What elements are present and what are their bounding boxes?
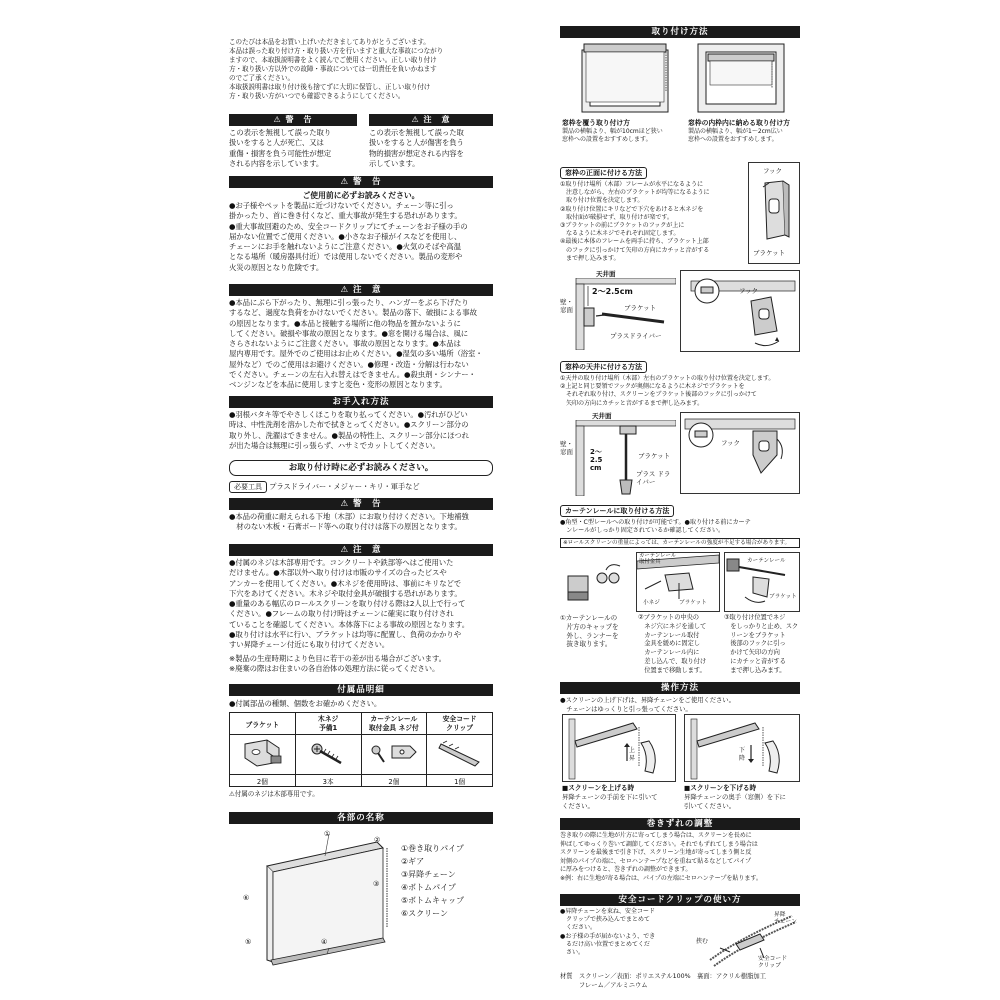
clip-line: るだけ高い位置でまとめてくだ — [560, 940, 650, 948]
lower-caption-line: 昇降チェーンの奥手（窓側）を下に — [684, 793, 786, 801]
warning-definition-line: この表示を無視して誤った取り — [229, 128, 332, 137]
front-mount-step: 取り付け位置を決定します。 — [560, 197, 644, 205]
adjust-line: スクリーンを最後まで引き下げ、スクリーン生地が寄ってしまう側と反 — [560, 849, 752, 857]
count-clip: 1個 — [427, 775, 493, 787]
part-names-list — [401, 842, 464, 920]
materials-section — [560, 972, 800, 990]
warning-section-2 — [229, 498, 493, 533]
front-mount-hook-svg — [681, 271, 799, 351]
parts-note: ⚠付属のネジは木部専用です。 — [229, 790, 319, 799]
part-name: ⑥スクリーン — [401, 909, 449, 918]
operation-section — [560, 682, 800, 810]
ceiling-mount-title: 窓枠の天井に付ける方法 — [560, 361, 647, 373]
warning-definition-line: 扱いをすると人が死亡、又は — [229, 138, 324, 148]
clip-title: 安全コードクリップの使い方 — [560, 894, 800, 906]
caution-2-line: ●重量のある幅広のロールスクリーンを取り付ける際は2人以上で行って — [229, 599, 466, 609]
install-method-section — [560, 26, 800, 143]
part-name: ①巻き取りパイプ — [401, 844, 464, 853]
front-mount-step: 取付面が破損せず、取り付けが楽です。 — [560, 213, 673, 221]
ceiling-mount-wall-label: 壁・窓面 — [560, 440, 573, 456]
rail-step1-line: 外し、ランナーを — [560, 631, 619, 640]
caution-1-line: 屋外など）でのご使用はお避けください。●修理・改造・分解は行わない — [229, 359, 469, 369]
rail-step2-text — [638, 614, 722, 676]
rail-step2-line: ②ブラケットの中央の — [638, 614, 700, 621]
adjust-title: 巻きずれの調整 — [560, 818, 800, 830]
lower-diagram — [684, 714, 800, 782]
names-section — [229, 812, 493, 946]
rail-step2-line: 差し込んで、取り付け — [638, 657, 707, 665]
inside-frame-diagram — [696, 42, 786, 116]
ceiling-mount-step: ②上記と同じ要領でフックが奥側になるように木ネジでブラケットを — [560, 383, 745, 391]
caution-2-note: ※製品の生産時期により色目に若干の差が出る場合がございます。 — [229, 653, 446, 663]
caution-2-note: ※廃棄の際はお住まいの各自治体の処理方法に従ってください。 — [229, 663, 440, 673]
inside-frame-caption — [688, 119, 806, 144]
cover-frame-desc: 製品の横幅より、幅が10cmほど狭い — [562, 128, 663, 135]
parts-header-clip: 安全コード クリップ — [427, 713, 493, 735]
parts-image-row — [230, 735, 493, 775]
hook-label: フック — [763, 167, 783, 175]
raise-diagram — [562, 714, 676, 782]
rail-step2-line: カーテンレール内に — [638, 649, 700, 657]
caution-1-line: さらされないようにご注意ください。事故の原因となります。●本品は — [229, 339, 461, 349]
ceiling-mount-step: それぞれ取り付け、スクリーンをブラケット後部のフックに引っかけて — [560, 391, 757, 399]
adjust-section — [560, 818, 800, 884]
part-name: ③昇降チェーン — [401, 870, 456, 879]
adjust-line: 伸ばしてゆっくり巻いて調節してください。それでもずれてしまう場合は — [560, 840, 758, 848]
warning-definition-line: 重傷・損害を負う可能性が想定 — [229, 148, 332, 158]
materials-line-1: 材質 スクリーン／表面：ポリエステル100% 裏面：アクリル樹脂加工 — [560, 973, 767, 980]
clip-image — [427, 735, 493, 775]
rail-mount-title: カーテンレールに取り付ける方法 — [560, 505, 674, 517]
lower-caption — [684, 784, 800, 810]
intro-line: このたびは本品をお買い上げいただきましてありがとうございます。 — [229, 38, 430, 46]
wall-label: 壁・窓面 — [560, 298, 573, 314]
caution-2-line: アンカーを使用してください。●木ネジを使用時は、事前にキリなどで — [229, 578, 462, 588]
raise-caption-line: 昇降チェーンの手前を下に引いて — [562, 793, 658, 801]
clip-line: クリップで挟み込んでまとめて — [560, 916, 650, 924]
caution-2-line: だけません。●木部以外へ取り付けは市販のサイズの合ったビスや — [229, 568, 447, 578]
caution-1-line: ●本品にぶら下がったり、無理に引っ張ったり、ハンガーをぶら下げたり — [229, 298, 469, 307]
rail-mount-line: ンレールがしっかり固定されているか確認してください。 — [560, 527, 725, 535]
parts-header-wood-screw: 木ネジ 予備1 — [295, 713, 361, 735]
parts-header-bracket: ブラケット — [230, 713, 296, 735]
front-mount-step: 注意しながら、左右のブラケットが均等になるように — [560, 189, 710, 197]
ceiling-mount-dim: 2～2.5 cm — [590, 448, 603, 472]
raise-caption-title: ■スクリーンを上げる時 — [562, 784, 635, 792]
rail-step1-line: 片方のキャップを — [560, 622, 619, 631]
ceiling-mount-hook-diagram — [680, 412, 800, 494]
hook-label-2: フック — [739, 287, 759, 295]
small-screw-label: 小ネジ — [643, 600, 660, 606]
safety-clip-icon — [435, 738, 485, 770]
ceiling-mount-step: ①天井の取り付け場所（木部）左右のブラケットの取り付け位置を決定します。 — [560, 375, 775, 382]
rail-step2-diagram — [636, 552, 720, 612]
intro-line: ますので、本取扱説明書をよく読んでご使用ください。正しい取り付け — [229, 56, 437, 64]
clip-section — [560, 894, 800, 969]
names-title: 各部の名称 — [229, 812, 493, 824]
count-bracket: 2個 — [230, 775, 296, 787]
warning-2-line: ●本品の荷重に耐えられる下地（木部）にお取り付けください。下地補強 — [229, 512, 469, 521]
warning-definition — [229, 114, 357, 169]
roll-screen-diagram — [237, 828, 397, 968]
rail-bracket-label: ブラケット — [679, 600, 707, 606]
warning-1-line: 届かない位置でご使用ください。●小さなお子様がイスなどを使用し、 — [229, 231, 462, 241]
raise-label: 上昇 — [629, 747, 636, 762]
marker-1: ① — [324, 830, 331, 838]
front-mount-step: のフックに引っかけて矢印の方向にカチッと音がする — [560, 246, 710, 254]
wood-screw-image — [295, 735, 361, 775]
rail-step1-line: ①カーテンレールの — [560, 614, 618, 622]
ceiling-mount-hook-svg — [681, 413, 799, 493]
rail-step3-diagram — [724, 552, 800, 612]
count-wood-screw: 3本 — [295, 775, 361, 787]
tools-list: プラスドライバー・メジャー・キリ・軍手など — [269, 482, 420, 491]
adjust-line: 巻き取りの際に生地が片方に寄ってしまう場合は、スクリーンを長めに — [560, 832, 752, 839]
caution-2-line: ●付属のネジは木部専用です。コンクリートや鉄部等へはご使用いた — [229, 558, 454, 567]
clip-line: ください。 — [560, 924, 596, 932]
screw-bracket-label: ブラケット — [624, 304, 657, 312]
warning-1-line: となる場所（暖房器具付近）では使用しないでください。製品の変形や — [229, 252, 463, 262]
install-notice-title: お取り付け時に必ずお読みください。 — [229, 460, 493, 476]
caution-section-2 — [229, 544, 493, 674]
raise-caption — [562, 784, 678, 810]
materials-line-2: フレーム／アルミニウム — [560, 982, 648, 989]
caution-2-line: ください。●フレームの取り付け時はチェーンに確実に取り付けされ — [229, 609, 454, 619]
warning-definition-line: される内容を示しています。 — [229, 158, 324, 168]
marker-2: ② — [374, 836, 381, 844]
part-name: ④ボトムパイプ — [401, 883, 456, 892]
parts-section — [229, 684, 493, 799]
rail-step2-line: 金具を緩めに固定し — [638, 640, 700, 648]
rail-step3-line: にカチッと音がする — [724, 657, 786, 665]
warning-1-line: ●重大事故回避のため、安全コードクリップにてチェーンをお子様の手の — [229, 221, 468, 231]
rail-step2-line: カーテンレール取付 — [638, 631, 700, 639]
caution-1-line: の原因となります。●本品と接触する場所に他の物品を置かないように — [229, 318, 461, 328]
cover-frame-caption — [562, 119, 680, 144]
caution-1-line: 屋内専用です。屋外でのご使用はお止めください。●湿気の多い場所（浴室・ — [229, 349, 483, 359]
warning-1-line: チェーンにお手を触れないようにご注意ください。●火気のそばや高温 — [229, 242, 461, 252]
clip-chain-label: 昇降 チェーン — [774, 912, 797, 925]
clip-line: ●昇降チェーンを束ね、安全コード — [560, 908, 655, 915]
part-name: ②ギア — [401, 857, 425, 866]
warning-1-subtitle: ご使用前に必ずお読みください。 — [302, 191, 420, 200]
clip-line: さい。 — [560, 949, 584, 957]
parts-table — [229, 712, 493, 787]
cover-frame-desc: 窓枠への設置をおすすめします。 — [562, 136, 652, 143]
caution-definition-title: ⚠ 注 意 — [369, 114, 493, 126]
inside-frame-title: 窓枠の内枠内に納める取り付け方 — [688, 119, 790, 127]
front-mount-step: まで押し込みます。 — [560, 254, 620, 262]
warning-1-line: 火災の原因となり危険です。 — [229, 262, 324, 272]
front-mount-step: ①取り付け場所（木部）フレームが水平になるように — [560, 181, 703, 188]
parts-count-row — [230, 775, 493, 787]
rail-label: カーテンレール — [747, 558, 786, 564]
operation-line: ●スクリーンの上げ下げは、昇降チェーンをご使用ください。 — [560, 696, 735, 704]
install-method-title: 取り付け方法 — [560, 26, 800, 38]
tools-label: 必要工具 — [229, 481, 267, 493]
ceiling-label: 天井面 — [596, 270, 616, 278]
rail-step3-text — [724, 614, 800, 676]
warning-1-line: 掛かったり、首に巻き付くなど、重大事故が発生する恐れがあります。 — [229, 211, 462, 221]
clip-line: ●お子様の手が届かないよう、でき — [560, 932, 656, 940]
rail-fitting-image — [361, 735, 427, 775]
care-line: 取り外し、洗濯はできません。●製品の特性上、スクリーン部分にほつれ — [229, 430, 469, 440]
warning-2-title: ⚠ 警 告 — [229, 498, 493, 510]
caution-1-line: してください。破損や事故の原因となります。●窓を開ける場合は、風に — [229, 328, 469, 338]
lower-label: 下降 — [739, 747, 746, 762]
care-title: お手入れ方法 — [229, 396, 493, 408]
ceiling-mount-step: 矢印の方向にカチッと音がするまで押し込みます。 — [560, 399, 704, 407]
front-mount-step: ④最後に本体のフレームを両手に持ち、ブラケット上部 — [560, 238, 709, 246]
care-line: ●羽根バタキ等でやさしくほこりを取り払ってください。●汚れがひどい — [229, 410, 468, 419]
bracket-label: ブラケット — [753, 249, 786, 257]
care-section — [229, 396, 493, 451]
adjust-line: に厚みをつけると、巻きずれの調整ができます。 — [560, 866, 692, 874]
rail-fitting-label: カーテンレール 取付金具 — [639, 553, 677, 565]
install-notice — [229, 460, 493, 493]
caution-2-line: ていることを確認してください。本体落下による事故の原因となります。 — [229, 619, 470, 629]
caution-1-line: ベンジンなどを本品に使用しますと変色・変形の原因となります。 — [229, 380, 447, 390]
caution-definition-line: この表示を無視して誤った取 — [369, 128, 464, 137]
rail-step3-line: リーンをブラケット — [724, 631, 786, 639]
caution-1-title: ⚠ 注 意 — [229, 284, 493, 296]
bracket-image — [230, 735, 296, 775]
caution-2-line: すい昇降チェーン付近にも取り付けてください。 — [229, 640, 390, 650]
warning-1-line: ●お子様やペットを製品に近づけないでください。チェーン等に引っ — [229, 201, 454, 210]
count-rail-fitting: 2個 — [361, 775, 427, 787]
rail-step1-line: 抜き取ります。 — [560, 640, 612, 649]
parts-header-row — [230, 713, 493, 735]
caution-definition-line: 扱いをすると人が傷害を負う — [369, 138, 464, 148]
front-mount-step: ③ブラケットの前にブラケットのフックが上に — [560, 222, 685, 230]
bracket-detail-box — [748, 162, 800, 264]
adjust-line: ※例：右に生地が寄る場合は、パイプの左端にセロハンテープを貼ります。 — [560, 874, 762, 882]
raise-caption-line: ください。 — [562, 801, 594, 810]
rail-step3-line: ③取り付け位置でネジ — [724, 614, 786, 621]
rail-mount-note: ※ロールスクリーンの重量によっては、カーテンレールの強度が不足する場合があります。 — [560, 538, 800, 548]
marker-5: ⑤ — [245, 938, 252, 946]
wood-screw-icon — [308, 739, 348, 769]
ceiling-mount-section — [560, 354, 800, 486]
intro-line: 方・取り扱い方以外での故障・事故については一切責任を負いかねます — [229, 65, 437, 73]
caution-definition — [369, 114, 493, 169]
rail-mount-section — [560, 498, 800, 674]
rail-mount-line: ●角型・C型レールへの取り付けが可能です。●取り付ける前にカーテ — [560, 519, 751, 526]
caution-definition-line: 示しています。 — [369, 158, 420, 168]
rail-step3-line: 後部のフックに引っ — [724, 640, 786, 648]
marker-3: ③ — [373, 880, 380, 888]
raise-svg — [563, 715, 675, 781]
rail-step1-text — [560, 614, 636, 649]
inside-frame-desc: 製品の横幅より、幅が1～2cm広い — [688, 128, 783, 135]
operation-line: チェーンはゆっくりと引っ張ってください。 — [560, 704, 692, 713]
parts-intro: ●付属部品の種類、個数をお確かめください。 — [229, 699, 382, 708]
clip-pinch-label: 挟む — [696, 938, 709, 945]
ceiling-mount-side-diagram — [560, 410, 676, 496]
ceiling-mount-ceiling-label: 天井面 — [592, 412, 612, 420]
ceiling-mount-bracket-label: ブラケット — [638, 452, 671, 460]
lower-caption-line: 引いてください。 — [684, 801, 736, 810]
dimension-label: 2～2.5cm — [592, 287, 633, 296]
rail-step3-line: まで押し込みます。 — [724, 666, 786, 674]
intro-line: 方・取り扱い方がいつでも確認できるようにしてください。 — [229, 92, 405, 100]
marker-6: ⑥ — [243, 894, 250, 902]
front-mount-step: なるように木ネジでそれぞれ固定します。 — [560, 230, 680, 238]
front-mount-title: 窓枠の正面に付ける方法 — [560, 167, 647, 179]
front-mount-step: ②取り付け位置にキリなどで下穴をあけると木ネジを — [560, 205, 704, 213]
caution-2-line: ●取り付けは水平に行い、ブラケットは均等に配置し、負荷のかかりや — [229, 630, 461, 640]
rail-bracket-label-2: ブラケット — [769, 594, 797, 600]
parts-header-rail-fitting: カーテンレール 取付金具 ネジ付 — [361, 713, 427, 735]
ceiling-mount-hook-label: フック — [721, 439, 741, 447]
rail-step1-diagram — [564, 556, 630, 610]
rail-fitting-icon — [366, 738, 422, 770]
part-name: ⑤ボトムキャップ — [401, 896, 465, 905]
caution-section-1 — [229, 284, 493, 391]
warning-definition-title: ⚠ 警 告 — [229, 114, 357, 126]
warning-section-1 — [229, 176, 493, 273]
intro-text — [229, 38, 493, 101]
lower-caption-title: ■スクリーンを下げる時 — [684, 784, 757, 792]
cover-frame-title: 窓枠を覆う取り付け方 — [562, 119, 630, 127]
warning-2-line: 材のない木板・石膏ボード等への取り付けは落下の原因となります。 — [229, 522, 462, 532]
rail-step3-line: をしっかりと止め、スク — [724, 622, 799, 630]
front-mount-hook-diagram — [680, 270, 800, 352]
warning-1-title: ⚠ 警 告 — [229, 176, 493, 188]
care-line: が出た場合は無理に引っ張らず、ハサミでカットしてください。 — [229, 440, 440, 450]
caution-1-line: するなど、過度な負荷をかけないでください。製品の落下、破損による事故 — [229, 308, 477, 318]
parts-title: 付属品明細 — [229, 684, 493, 696]
bracket-icon — [237, 738, 287, 770]
caution-1-line: でください。チェーンの左右入れ替えはできません。●殺虫剤・シンナー・ — [229, 370, 476, 380]
operation-title: 操作方法 — [560, 682, 800, 694]
driver-label: プラスドライバー — [610, 332, 662, 340]
caution-2-line: 下穴をあけてください。木ネジや取付金具が破損する恐れがあります。 — [229, 588, 462, 598]
intro-line: のでご了承ください。 — [229, 74, 294, 82]
caution-2-title: ⚠ 注 意 — [229, 544, 493, 556]
care-line: 時は、中性洗剤を溶かした布で拭きとってください。●スクリーン部分の — [229, 420, 469, 430]
intro-line: 本取扱説明書は取り付け後も捨てずに大切に保管し、正しい取り付け — [229, 83, 431, 91]
rail-step2-line: 位置まで移動します。 — [638, 666, 706, 674]
rail-step2-line: ネジ穴にネジを通して — [638, 622, 707, 630]
adjust-line: 対側のパイプの端に、セロハンテープなどを重ねて貼るなどしてパイプ — [560, 857, 751, 865]
intro-line: 本品は誤った取り付け方・取り扱い方を行いますと重大な事故につながり — [229, 47, 444, 55]
front-mount-section — [560, 160, 800, 340]
marker-4: ④ — [321, 938, 328, 946]
bracket-detail-icon — [755, 179, 793, 243]
cover-frame-diagram — [580, 42, 670, 116]
inside-frame-desc: 窓枠への設置をおすすめします。 — [688, 136, 778, 143]
ceiling-mount-driver-label: プラス ドライバー — [636, 470, 671, 486]
front-mount-side-diagram — [560, 268, 676, 352]
caution-definition-line: 物的損害が想定される内容を — [369, 148, 464, 158]
rail-step3-line: かけて矢印の方向 — [724, 649, 780, 657]
clip-name-label: 安全コード クリップ — [758, 956, 787, 969]
